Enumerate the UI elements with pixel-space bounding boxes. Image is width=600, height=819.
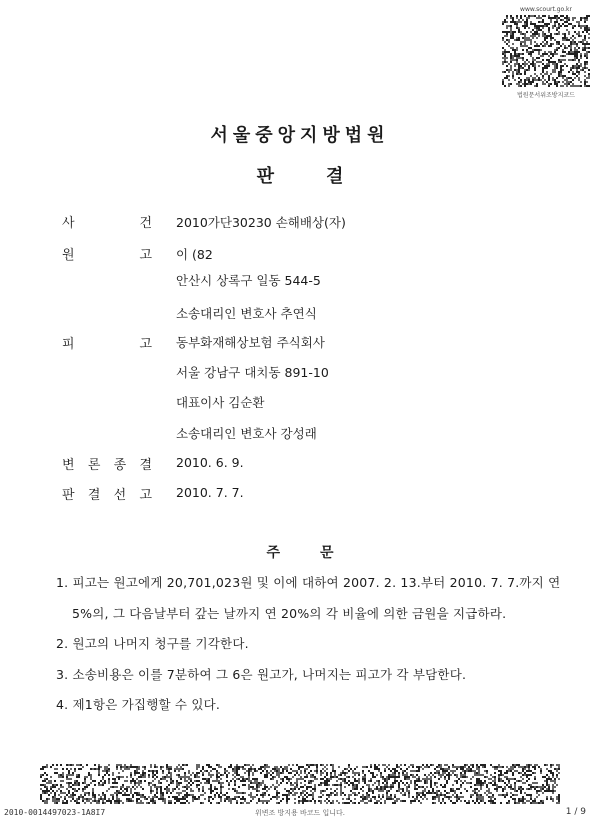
- argument-closed-label: [62, 454, 152, 473]
- label-char: 건: [139, 216, 152, 231]
- barcode-note: 위변조 방지용 바코드 입니다.: [254, 809, 346, 817]
- label-char: 원: [62, 248, 75, 263]
- label-char: 고: [139, 488, 152, 503]
- qr-code-icon: [502, 15, 590, 87]
- label-char: 사: [62, 216, 75, 231]
- order-item-4: 4. 제1항은 가집행할 수 있다.: [56, 697, 221, 712]
- label-char: 결: [87, 488, 101, 503]
- label-char: 종: [113, 458, 127, 473]
- label-char: 판: [62, 488, 75, 503]
- judgment-date: 2010. 7. 7.: [176, 485, 244, 500]
- defendant-name: 동부화재해상보험 주식회사: [176, 335, 325, 350]
- plaintiff-label: [62, 244, 152, 263]
- label-char: 피: [62, 337, 75, 352]
- plaintiff-attorney: 소송대리인 변호사 추연식: [176, 306, 317, 321]
- plaintiff-name: 이 (82: [176, 247, 213, 262]
- document-id: 2010-0014497023-1A8I7: [4, 808, 106, 817]
- defendant-representative: 대표이사 김순환: [176, 395, 265, 410]
- document-type: [0, 162, 600, 188]
- order-item-3: 3. 소송비용은 이를 7분하여 그 6은 원고가, 나머지는 피고가 각 부담한다.: [56, 667, 467, 682]
- anti-forgery-barcode: [40, 764, 560, 804]
- defendant-address: 서울 강남구 대치동 891-10: [176, 365, 329, 380]
- argument-closed-date: 2010. 6. 9.: [176, 455, 244, 470]
- label-char: 고: [139, 248, 152, 263]
- label-char: 론: [87, 458, 101, 473]
- order-item-1: 1. 피고는 원고에게 20,701,023원 및 이에 대하여 2007. 2. 13.부터 2010. 7. 7.까지 연: [56, 575, 561, 590]
- label-char: 고: [139, 337, 152, 352]
- order-item-1-cont: 5%의, 그 다음날부터 갚는 날까지 연 20%의 각 비율에 의한 금원을 지급하라.: [72, 606, 507, 621]
- plaintiff-address: 안산시 상록구 일동 544-5: [176, 273, 321, 288]
- label-char: 변: [62, 458, 75, 473]
- page-number: 1 / 9: [565, 807, 586, 817]
- defendant-attorney: 소송대리인 변호사 강성래: [176, 426, 317, 441]
- case-number: 2010가단30230 손해배상(자): [176, 215, 346, 230]
- doc-type-char: 판: [256, 166, 274, 187]
- label-char: 결: [139, 458, 152, 473]
- label-char: 선: [113, 488, 127, 503]
- judgment-date-label: [62, 484, 152, 503]
- court-name: 서울중앙지방법원: [210, 125, 390, 146]
- order-section-title: [0, 542, 600, 562]
- court-url: www.scourt.go.kr: [520, 6, 572, 13]
- qr-caption: 법원문서위조방지코드: [517, 92, 575, 99]
- case-number-label: [62, 212, 152, 231]
- defendant-label: [62, 333, 152, 352]
- title-char: 문: [320, 545, 334, 561]
- anti-forgery-code: [498, 6, 594, 102]
- order-item-2: 2. 원고의 나머지 청구를 기각한다.: [56, 636, 249, 651]
- doc-type-char: 결: [326, 166, 344, 187]
- title-char: 주: [266, 545, 280, 561]
